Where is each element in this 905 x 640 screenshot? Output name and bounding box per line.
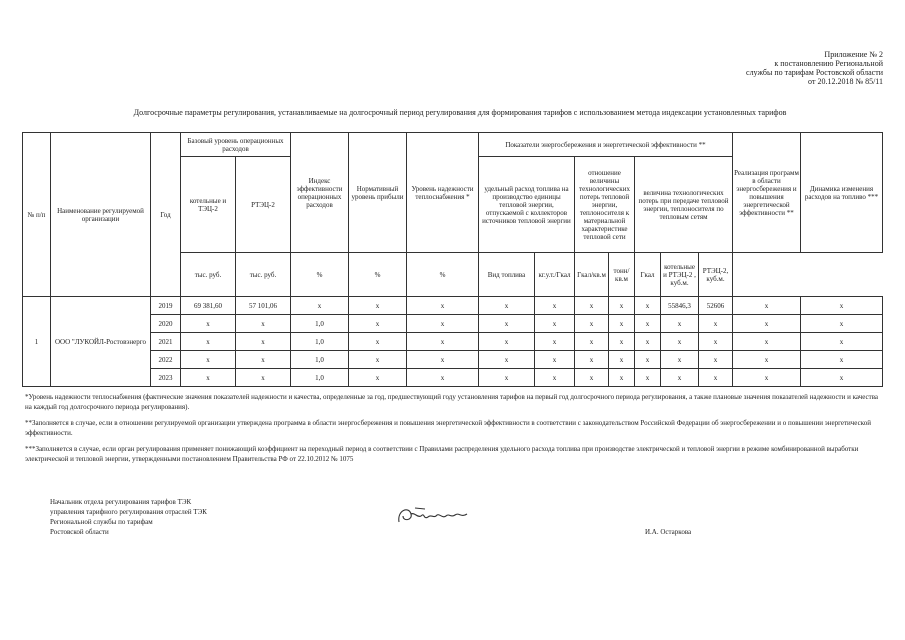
- value-cell: x: [635, 351, 661, 369]
- header-base-level: Базовый уровень операционных расходов: [181, 133, 291, 157]
- value-cell: x: [661, 333, 699, 351]
- value-cell: x: [699, 351, 733, 369]
- unit-cell: РТЭЦ-2, куб.м.: [699, 253, 733, 297]
- handwritten-signature: [395, 500, 475, 530]
- unit-cell: %: [349, 253, 407, 297]
- value-cell: x: [407, 351, 479, 369]
- value-cell: x: [699, 333, 733, 351]
- value-cell: x: [349, 315, 407, 333]
- header-year: Год: [151, 133, 181, 297]
- value-cell: x: [733, 351, 801, 369]
- value-cell: x: [349, 351, 407, 369]
- year-cell: 2021: [151, 333, 181, 351]
- appendix-line: службы по тарифам Ростовской области: [746, 68, 883, 77]
- value-cell: x: [349, 333, 407, 351]
- value-cell: x: [236, 351, 291, 369]
- value-cell: 1,0: [291, 369, 349, 387]
- value-cell: x: [575, 297, 609, 315]
- header-rtec: РТЭЦ-2: [236, 157, 291, 253]
- value-cell: x: [181, 351, 236, 369]
- value-cell: x: [181, 315, 236, 333]
- value-cell: x: [801, 369, 883, 387]
- value-cell: x: [575, 369, 609, 387]
- value-cell: x: [236, 333, 291, 351]
- value-cell: x: [609, 297, 635, 315]
- value-cell: x: [635, 315, 661, 333]
- header-loss-ratio: отношение величины технологических потерь тепловой энергии, теплоносителя к материальной характеристике тепловой сети: [575, 157, 635, 253]
- value-cell: x: [479, 297, 535, 315]
- value-cell: x: [291, 297, 349, 315]
- footnote: *Уровень надежности теплоснабжения (фактические значения показателей надежности и качества, определенные за год, предшествующий году установления тарифов на первый год долгосрочного периода регулирования, а также плановые значения показателей надежности и качества на каждый год долгосрочного периода регулирования).: [25, 393, 879, 411]
- value-cell: x: [479, 333, 535, 351]
- unit-cell: %: [291, 253, 349, 297]
- table-row: [23, 369, 883, 387]
- value-cell: x: [609, 369, 635, 387]
- value-cell: x: [661, 351, 699, 369]
- value-cell: 69 381,60: [181, 297, 236, 315]
- value-cell: 1,0: [291, 333, 349, 351]
- table-row: [23, 297, 883, 315]
- value-cell: x: [407, 297, 479, 315]
- signatory-line: управления тарифного регулирования отраслей ТЭК: [50, 508, 207, 516]
- value-cell: x: [609, 351, 635, 369]
- value-cell: 55846,3: [661, 297, 699, 315]
- header-dynamics: Динамика изменения расходов на топливо ***: [801, 133, 883, 253]
- header-fuel-rate: удельный расход топлива на производство единицы тепловой энергии, отпускаемой с коллекторов источников тепловой энергии: [479, 157, 575, 253]
- signatory-line: Региональной службы по тарифам: [50, 518, 153, 526]
- unit-cell: Гкал/кв.м: [575, 253, 609, 297]
- value-cell: x: [575, 315, 609, 333]
- value-cell: 1,0: [291, 315, 349, 333]
- value-cell: x: [535, 333, 575, 351]
- parameters-table: [22, 132, 883, 387]
- value-cell: x: [801, 351, 883, 369]
- unit-cell: Вид топлива: [479, 253, 535, 297]
- value-cell: x: [801, 333, 883, 351]
- value-cell: x: [236, 369, 291, 387]
- value-cell: x: [535, 351, 575, 369]
- value-cell: x: [535, 315, 575, 333]
- year-cell: 2020: [151, 315, 181, 333]
- value-cell: x: [349, 369, 407, 387]
- value-cell: x: [479, 315, 535, 333]
- signatory-block: [50, 497, 310, 537]
- value-cell: x: [733, 369, 801, 387]
- value-cell: x: [181, 333, 236, 351]
- table-row: [23, 351, 883, 369]
- value-cell: x: [575, 351, 609, 369]
- value-cell: x: [733, 315, 801, 333]
- header-kotelnye: котельные и ТЭЦ-2: [181, 157, 236, 253]
- value-cell: x: [181, 369, 236, 387]
- value-cell: x: [575, 333, 609, 351]
- header-num: № п/п: [23, 133, 51, 297]
- value-cell: x: [635, 333, 661, 351]
- org-number: 1: [23, 297, 51, 387]
- appendix-line: от 20.12.2018 № 85/11: [808, 77, 883, 86]
- value-cell: x: [661, 369, 699, 387]
- signatory-line: Ростовской области: [50, 528, 109, 536]
- value-cell: x: [635, 369, 661, 387]
- unit-cell: %: [407, 253, 479, 297]
- year-cell: 2023: [151, 369, 181, 387]
- year-cell: 2019: [151, 297, 181, 315]
- value-cell: x: [236, 315, 291, 333]
- value-cell: x: [609, 315, 635, 333]
- footnote: ***Заполняется в случае, если орган регулирования применяет понижающий коэффициент на переходный период в соответствии с Правилами распределения удельного расхода топлива при производстве электрической и тепловой энергии в режиме комбинированной выработки электрической и тепловой энергии, утвержденными постановлением Правительства РФ от 22.10.2012 № 1075: [25, 445, 859, 463]
- value-cell: x: [699, 369, 733, 387]
- value-cell: 1,0: [291, 351, 349, 369]
- value-cell: x: [661, 315, 699, 333]
- value-cell: x: [609, 333, 635, 351]
- signatory-name: И.А. Остаркова: [645, 528, 692, 536]
- value-cell: 57 101,06: [236, 297, 291, 315]
- value-cell: x: [801, 297, 883, 315]
- signatory-line: Начальник отдела регулирования тарифов ТЭК: [50, 498, 192, 506]
- header-programs: Реализация программ в области энергосбережения и повышения энергетической эффективности **: [733, 133, 801, 253]
- header-index: Индекс эффективности операционных расходов: [291, 133, 349, 253]
- appendix-header: [643, 50, 883, 86]
- unit-cell: тыс. руб.: [236, 253, 291, 297]
- value-cell: x: [535, 297, 575, 315]
- value-cell: x: [407, 315, 479, 333]
- footnotes: [25, 392, 885, 470]
- header-org: Наименование регулируемой организации: [51, 133, 151, 297]
- appendix-line: к постановлению Региональной: [774, 59, 883, 68]
- unit-cell: тыс. руб.: [181, 253, 236, 297]
- appendix-line: Приложение № 2: [824, 50, 883, 59]
- value-cell: x: [733, 333, 801, 351]
- footnote: **Заполняется в случае, если в отношении регулируемой организации утверждена программа в области энергосбережения и повышения энергетической эффективности в соответствии с законодательством Российской Федерации об энергосбережении и о повышении энергетической эффективности.: [25, 419, 871, 437]
- value-cell: x: [699, 315, 733, 333]
- header-profit: Нормативный уровень прибыли: [349, 133, 407, 253]
- value-cell: x: [479, 369, 535, 387]
- value-cell: x: [801, 315, 883, 333]
- value-cell: x: [733, 297, 801, 315]
- value-cell: x: [535, 369, 575, 387]
- document-title: Долгосрочные параметры регулирования, устанавливаемые на долгосрочный период регулирования для формирования тарифов с использованием метода индексации установленных тарифов: [133, 108, 787, 117]
- value-cell: 52606: [699, 297, 733, 315]
- unit-cell: тонн/кв.м: [609, 253, 635, 297]
- org-name: ООО "ЛУКОЙЛ-Ростовэнерго: [51, 297, 151, 387]
- year-cell: 2022: [151, 351, 181, 369]
- value-cell: x: [407, 369, 479, 387]
- header-loss-value: величина технологических потерь при передаче тепловой энергии, теплоносителя по тепловым сетям: [635, 157, 733, 253]
- unit-cell: котельные и РТЭЦ-2 , куб.м.: [661, 253, 699, 297]
- value-cell: x: [635, 297, 661, 315]
- header-energy: Показатели энергосбережения и энергетической эффективности **: [479, 133, 733, 157]
- header-reliability: Уровень надежности теплоснабжения *: [407, 133, 479, 253]
- value-cell: x: [407, 333, 479, 351]
- table-row: [23, 315, 883, 333]
- unit-cell: кг.у.т./Гкал: [535, 253, 575, 297]
- table-row: [23, 333, 883, 351]
- unit-cell: Гкал: [635, 253, 661, 297]
- value-cell: x: [479, 351, 535, 369]
- value-cell: x: [349, 297, 407, 315]
